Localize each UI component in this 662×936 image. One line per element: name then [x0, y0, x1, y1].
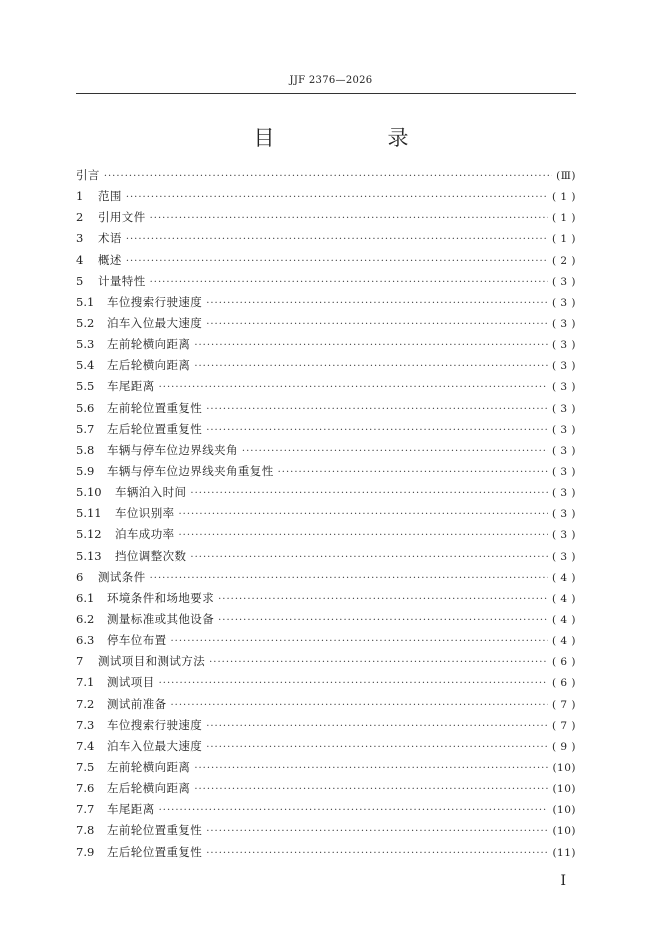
toc-entry-label: 左前轮横向距离	[107, 759, 191, 774]
page-number: Ⅰ	[560, 873, 566, 889]
toc-entry-label: 左后轮横向距离	[107, 781, 191, 796]
toc-entry-number: 6.1	[76, 590, 95, 605]
toc-entry-page: (10)	[552, 761, 576, 774]
toc-entry[interactable]	[76, 503, 576, 524]
toc-entry-page: ( 3 )	[551, 465, 576, 478]
toc-entry[interactable]	[76, 694, 576, 715]
toc-dot-leader	[150, 208, 548, 229]
toc-entry[interactable]	[76, 165, 576, 186]
toc-entry[interactable]	[76, 588, 576, 609]
toc-entry-page: ( 3 )	[551, 381, 576, 394]
toc-entry[interactable]	[76, 672, 576, 693]
toc-entry-number: 5.10	[76, 485, 102, 500]
toc-entry-number: 4	[76, 252, 84, 267]
toc-dot-leader	[179, 525, 548, 546]
toc-dot-leader	[159, 377, 548, 398]
toc-entry-number: 5.8	[76, 442, 95, 457]
toc-entry-page: ( 1 )	[551, 191, 576, 204]
toc-entry-label: 左后轮位置重复性	[107, 421, 203, 436]
toc-entry-number: 7.3	[76, 717, 95, 732]
toc-entry[interactable]	[76, 630, 576, 651]
toc-dot-leader	[194, 758, 548, 779]
toc-entry-label: 车尾距离	[107, 379, 155, 394]
toc-dot-leader	[206, 293, 548, 314]
toc-entry-number: 7.5	[76, 759, 95, 774]
toc-entry-page: ( 2 )	[551, 254, 576, 267]
toc-entry-page: ( 4 )	[551, 613, 576, 626]
toc-entry-page: (Ⅲ)	[556, 170, 576, 182]
toc-dot-leader	[126, 251, 548, 272]
toc-entry-number: 5.4	[76, 358, 95, 373]
toc-entry-page: ( 3 )	[551, 339, 576, 352]
toc-entry-page: ( 9 )	[551, 740, 576, 753]
toc-entry-label: 挡位调整次数	[115, 548, 187, 563]
toc-entry-number: 5.3	[76, 337, 95, 352]
toc-entry[interactable]	[76, 778, 576, 799]
toc-entry-label: 测试项目和测试方法	[98, 654, 206, 669]
toc-entry-label: 左前轮横向距离	[107, 337, 191, 352]
toc-entry-page: ( 6 )	[551, 677, 576, 690]
toc-entry-label: 左前轮位置重复性	[107, 823, 203, 838]
toc-entry-number: 7.9	[76, 844, 95, 859]
toc-entry[interactable]	[76, 186, 576, 207]
toc-entry[interactable]	[76, 757, 576, 778]
toc-entry[interactable]	[76, 651, 576, 672]
toc-entry-label: 左后轮位置重复性	[107, 844, 203, 859]
toc-entry[interactable]	[76, 736, 576, 757]
toc-entry-label: 泊车入位最大速度	[107, 738, 203, 753]
toc-dot-leader	[171, 695, 548, 716]
toc-entry[interactable]	[76, 842, 576, 863]
header-rule	[76, 93, 576, 94]
toc-entry-number: 5.13	[76, 548, 102, 563]
toc-entry[interactable]	[76, 228, 576, 249]
toc-entry-label: 环境条件和场地要求	[107, 590, 215, 605]
toc-entry-number: 7.7	[76, 802, 95, 817]
toc-dot-leader	[218, 610, 548, 631]
toc-entry-label: 测试条件	[98, 569, 146, 584]
toc-dot-leader	[206, 420, 548, 441]
toc-dot-leader	[206, 821, 548, 842]
toc-entry-number: 5.7	[76, 421, 95, 436]
toc-entry[interactable]	[76, 546, 576, 567]
toc-entry-number: 5.9	[76, 463, 95, 478]
toc-entry[interactable]	[76, 419, 576, 440]
document-code-header: JJF 2376—2026	[289, 75, 373, 86]
toc-entry-page: ( 3 )	[551, 402, 576, 415]
toc-entry-number: 6.2	[76, 611, 95, 626]
toc-entry-number: 5.5	[76, 379, 95, 394]
toc-entry-page: ( 3 )	[551, 487, 576, 500]
toc-entry[interactable]	[76, 271, 576, 292]
toc-entry-page: (11)	[552, 846, 576, 859]
toc-dot-leader	[126, 187, 548, 208]
toc-entry[interactable]	[76, 567, 576, 588]
toc-entry-label: 车位识别率	[115, 506, 175, 521]
toc-entry-label: 泊车入位最大速度	[107, 315, 203, 330]
toc-entry-label: 概述	[98, 252, 122, 267]
toc-dot-leader	[194, 779, 548, 800]
toc-entry-page: (10)	[552, 825, 576, 838]
toc-entry-number: 5	[76, 273, 84, 288]
toc-entry-page: ( 3 )	[551, 550, 576, 563]
toc-dot-leader	[179, 504, 548, 525]
toc-entry-page: ( 7 )	[551, 719, 576, 732]
toc-dot-leader	[150, 272, 548, 293]
toc-entry[interactable]	[76, 313, 576, 334]
toc-entry-number: 3	[76, 231, 84, 246]
toc-entry-number: 6.3	[76, 633, 95, 648]
toc-dot-leader	[206, 737, 548, 758]
toc-entry[interactable]	[76, 715, 576, 736]
toc-entry-number: 7.8	[76, 823, 95, 838]
toc-entry[interactable]	[76, 524, 576, 545]
toc-entry-page: ( 3 )	[551, 275, 576, 288]
toc-entry-number: 5.1	[76, 294, 95, 309]
toc-entry-number: 7.2	[76, 696, 95, 711]
toc-entry-label: 测量标准或其他设备	[107, 611, 215, 626]
toc-entry-number: 6	[76, 569, 84, 584]
toc-entry-label: 范围	[98, 189, 122, 204]
toc-dot-leader	[150, 568, 548, 589]
toc-entry[interactable]	[76, 207, 576, 228]
toc-dot-leader	[194, 335, 548, 356]
toc-entry-label: 车辆与停车位边界线夹角	[107, 442, 238, 457]
toc-entry-label: 术语	[98, 231, 122, 246]
page-title: 目 录	[253, 126, 455, 150]
toc-entry-number: 5.2	[76, 315, 95, 330]
toc-entry-page: ( 1 )	[551, 233, 576, 246]
toc-entry-page: ( 7 )	[551, 698, 576, 711]
toc-dot-leader	[126, 229, 548, 250]
toc-dot-leader	[278, 462, 548, 483]
toc-entry-label: 测试前准备	[107, 696, 167, 711]
toc-entry[interactable]	[76, 440, 576, 461]
toc-entry-page: ( 3 )	[551, 317, 576, 330]
toc-entry-label: 计量特性	[98, 273, 146, 288]
toc-entry[interactable]	[76, 799, 576, 820]
toc-dot-leader	[206, 314, 548, 335]
toc-entry-number: 7.1	[76, 675, 95, 690]
toc-entry-label: 泊车成功率	[115, 527, 175, 542]
toc-entry[interactable]	[76, 398, 576, 419]
toc-entry-number: 5.6	[76, 400, 95, 415]
toc-entry-page: ( 3 )	[551, 529, 576, 542]
toc-entry-page: ( 4 )	[551, 635, 576, 648]
toc-entry-number: 7.4	[76, 738, 95, 753]
toc-entry-label: 车位搜索行驶速度	[107, 717, 203, 732]
toc-entry-page: ( 4 )	[551, 571, 576, 584]
toc-dot-leader	[190, 483, 548, 504]
toc-entry-number: 2	[76, 210, 84, 225]
toc-entry-number: 5.12	[76, 527, 102, 542]
toc-entry-number: 7	[76, 654, 84, 669]
toc-entry[interactable]	[76, 376, 576, 397]
toc-dot-leader	[171, 631, 548, 652]
toc-dot-leader	[206, 716, 548, 737]
toc-dot-leader	[206, 399, 548, 420]
toc-entry-page: ( 3 )	[551, 508, 576, 521]
toc-entry-page: ( 3 )	[551, 444, 576, 457]
toc-entry[interactable]	[76, 482, 576, 503]
toc-dot-leader	[218, 589, 548, 610]
toc-entry[interactable]	[76, 820, 576, 841]
toc-dot-leader	[242, 441, 548, 462]
toc-dot-leader	[159, 673, 548, 694]
toc-dot-leader	[206, 843, 548, 864]
toc-entry-number: 1	[76, 189, 84, 204]
toc-entry-label: 左后轮横向距离	[107, 358, 191, 373]
toc-dot-leader	[209, 652, 548, 673]
toc-entry-page: (10)	[552, 804, 576, 817]
toc-entry-label: 停车位布置	[107, 633, 167, 648]
toc-dot-leader	[159, 800, 549, 821]
table-of-contents	[76, 165, 576, 863]
toc-dot-leader	[104, 166, 552, 187]
toc-entry-label: 车位搜索行驶速度	[107, 294, 203, 309]
toc-entry-page: ( 3 )	[551, 296, 576, 309]
toc-entry-label: 左前轮位置重复性	[107, 400, 203, 415]
toc-entry-label: 测试项目	[107, 675, 155, 690]
toc-entry[interactable]	[76, 334, 576, 355]
toc-entry-page: (10)	[552, 783, 576, 796]
toc-entry-label: 引用文件	[98, 210, 146, 225]
toc-dot-leader	[190, 547, 548, 568]
toc-entry-page: ( 1 )	[551, 212, 576, 225]
toc-entry[interactable]	[76, 250, 576, 271]
toc-entry-number: 7.6	[76, 781, 95, 796]
toc-entry[interactable]	[76, 292, 576, 313]
toc-entry-page: ( 6 )	[551, 656, 576, 669]
toc-entry-page: ( 3 )	[551, 360, 576, 373]
toc-entry[interactable]	[76, 609, 576, 630]
toc-entry[interactable]	[76, 461, 576, 482]
toc-entry-label: 车辆泊入时间	[115, 485, 187, 500]
toc-entry[interactable]	[76, 355, 576, 376]
toc-entry-label: 车尾距离	[107, 802, 155, 817]
toc-entry-number: 5.11	[76, 506, 102, 521]
toc-entry-page: ( 4 )	[551, 592, 576, 605]
toc-dot-leader	[194, 356, 548, 377]
toc-entry-label: 引言	[76, 168, 100, 182]
toc-entry-label: 车辆与停车位边界线夹角重复性	[107, 463, 274, 478]
toc-entry-page: ( 3 )	[551, 423, 576, 436]
